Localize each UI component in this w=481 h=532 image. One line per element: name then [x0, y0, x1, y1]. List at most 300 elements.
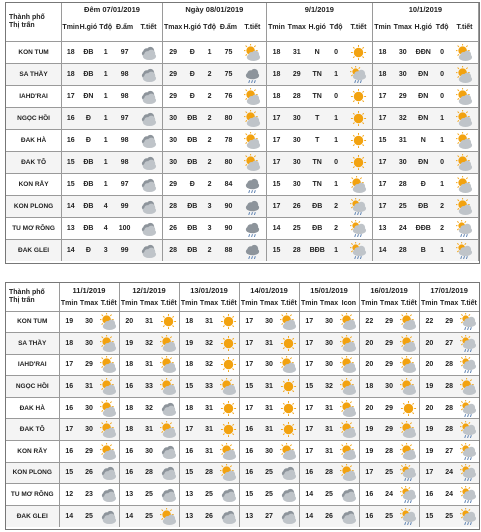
value-cell: 1: [433, 239, 451, 261]
table-row: [6, 41, 479, 63]
location-name: NGỌC HỒI: [6, 376, 59, 398]
value-cell: ĐB: [307, 217, 327, 239]
value-cell: 16: [62, 129, 80, 151]
tmin-cell: 15: [239, 376, 259, 398]
tmax-cell: 25: [139, 505, 159, 527]
value-cell: ĐB: [183, 107, 201, 129]
sun-icon: [219, 333, 239, 355]
cloudy-icon: [135, 85, 162, 107]
column-header: H.gió: [413, 15, 433, 41]
value-cell: 84: [218, 173, 239, 195]
tmax-cell: 32: [199, 354, 219, 376]
value-cell: 80: [218, 107, 239, 129]
value-cell: T: [307, 129, 327, 151]
column-header: Tmax: [439, 297, 459, 311]
value-cell: 31: [286, 41, 307, 63]
tmin-cell: 17: [299, 333, 319, 355]
sun-cloud-icon: [99, 311, 119, 333]
value-cell: 30: [392, 41, 413, 63]
tmin-cell: 16: [59, 397, 79, 419]
value-cell: 2: [433, 217, 451, 239]
tmin-cell: 19: [59, 311, 79, 333]
tmin-cell: 16: [59, 441, 79, 463]
sun-icon: [345, 85, 372, 107]
tmin-cell: 20: [419, 354, 439, 376]
value-cell: 15: [372, 129, 392, 151]
value-cell: 30: [162, 107, 183, 129]
cloudy-icon: [135, 107, 162, 129]
value-cell: 28: [392, 173, 413, 195]
value-cell: 1: [97, 129, 114, 151]
rain-cloud-icon: [459, 505, 479, 527]
rain-cloud-icon: [399, 505, 419, 527]
tmin-cell: 17: [239, 354, 259, 376]
tmax-cell: 31: [259, 376, 279, 398]
tmax-cell: 28: [439, 397, 459, 419]
location-name: TU MƠ RÔNG: [6, 217, 62, 239]
tmax-cell: 24: [439, 462, 459, 484]
sun-cloud-icon: [99, 397, 119, 419]
table-row: [6, 333, 479, 355]
sun-icon: [219, 311, 239, 333]
table-row: [6, 63, 479, 85]
value-cell: 25: [286, 217, 307, 239]
value-cell: T: [307, 107, 327, 129]
tmax-cell: 31: [139, 311, 159, 333]
tmax-cell: 30: [259, 311, 279, 333]
cloudy-icon: [339, 484, 359, 506]
table-row: [6, 107, 479, 129]
column-header: Tmin: [239, 297, 259, 311]
value-cell: 15: [62, 173, 80, 195]
value-cell: 17: [372, 151, 392, 173]
value-cell: 1: [327, 129, 345, 151]
column-header: Tđộ: [97, 15, 114, 41]
sun-icon: [345, 107, 372, 129]
sun-cloud-icon: [279, 311, 299, 333]
rain-cloud-icon: [345, 217, 372, 239]
tmin-cell: 20: [359, 397, 379, 419]
value-cell: 14: [372, 239, 392, 261]
tmin-cell: 20: [419, 333, 439, 355]
value-cell: 99: [114, 239, 135, 261]
tmin-cell: 16: [299, 462, 319, 484]
rain-icon: [239, 239, 266, 261]
sun-cloud-icon: [399, 376, 419, 398]
tmin-cell: 16: [239, 419, 259, 441]
column-header: Tmin: [266, 15, 286, 41]
forecast-table-bottom: [5, 282, 480, 530]
cloudy-icon: [279, 484, 299, 506]
tmin-cell: 16: [419, 484, 439, 506]
value-cell: 76: [218, 85, 239, 107]
rain-icon: [239, 217, 266, 239]
tmax-cell: 30: [79, 397, 99, 419]
table-row: [6, 217, 479, 239]
tmin-cell: 14: [299, 505, 319, 527]
sun-cloud-icon: [99, 376, 119, 398]
value-cell: 2: [201, 173, 218, 195]
table-row: [6, 173, 479, 195]
tmin-cell: 18: [119, 354, 139, 376]
value-cell: BĐB: [307, 239, 327, 261]
tmax-cell: 28: [379, 441, 399, 463]
rain-icon: [239, 63, 266, 85]
value-cell: 0: [433, 85, 451, 107]
sun-cloud-icon: [99, 354, 119, 376]
tmin-cell: 14: [299, 484, 319, 506]
table-row: [6, 354, 479, 376]
value-cell: 88: [218, 239, 239, 261]
table-row: [6, 239, 479, 261]
location-name: KON RẪY: [6, 441, 59, 463]
tmax-cell: 31: [79, 376, 99, 398]
tmin-cell: 22: [419, 311, 439, 333]
tmax-cell: 29: [379, 397, 399, 419]
date-header: 12/1/2019: [119, 283, 179, 297]
value-cell: 2: [201, 107, 218, 129]
tmax-cell: 31: [199, 397, 219, 419]
sun-icon: [345, 151, 372, 173]
tmax-cell: 27: [259, 505, 279, 527]
value-cell: TN: [307, 85, 327, 107]
value-cell: Đ: [79, 129, 97, 151]
sun-icon: [219, 397, 239, 419]
cloudy-icon: [135, 41, 162, 63]
value-cell: 18: [266, 41, 286, 63]
tmax-cell: 32: [319, 376, 339, 398]
location-name: SA THẦY: [6, 333, 59, 355]
cloudy-icon: [135, 63, 162, 85]
value-cell: 0: [433, 151, 451, 173]
column-header: T.tiết: [219, 297, 239, 311]
value-cell: 24: [392, 217, 413, 239]
rain-cloud-icon: [459, 354, 479, 376]
sun-icon: [279, 376, 299, 398]
value-cell: 28: [162, 239, 183, 261]
tmin-cell: 16: [239, 462, 259, 484]
tmax-cell: 31: [319, 397, 339, 419]
tmin-cell: 16: [119, 376, 139, 398]
column-header: Tmin: [299, 297, 319, 311]
table-row: [6, 419, 479, 441]
tmin-cell: 16: [359, 505, 379, 527]
value-cell: ĐN: [413, 107, 433, 129]
value-cell: 1: [97, 107, 114, 129]
sun-cloud-icon: [239, 85, 266, 107]
value-cell: 4: [97, 195, 114, 217]
value-cell: ĐB: [79, 41, 97, 63]
sun-icon: [159, 311, 179, 333]
tmin-cell: 19: [419, 376, 439, 398]
value-cell: ĐB: [183, 217, 201, 239]
value-cell: 17: [372, 173, 392, 195]
table-row: [6, 151, 479, 173]
tmin-cell: 16: [59, 376, 79, 398]
cloudy-icon: [279, 462, 299, 484]
sun-icon: [219, 354, 239, 376]
tmax-cell: 32: [139, 333, 159, 355]
cloudy-icon: [135, 217, 162, 239]
tmax-cell: 31: [199, 311, 219, 333]
table-row: [6, 195, 479, 217]
value-cell: 14: [266, 217, 286, 239]
value-cell: 17: [372, 195, 392, 217]
tmin-cell: 17: [299, 397, 319, 419]
sun-cloud-icon: [399, 441, 419, 463]
tmin-cell: 16: [359, 484, 379, 506]
tmin-cell: 13: [179, 484, 199, 506]
value-cell: 17: [372, 107, 392, 129]
value-cell: 18: [266, 85, 286, 107]
value-cell: 78: [218, 129, 239, 151]
tmax-cell: 32: [199, 333, 219, 355]
column-header: Tđộ: [433, 15, 451, 41]
tmax-cell: 27: [439, 333, 459, 355]
tmax-cell: 33: [139, 376, 159, 398]
tmax-cell: 25: [199, 484, 219, 506]
value-cell: 15: [266, 239, 286, 261]
sun-cloud-icon: [99, 441, 119, 463]
tmin-cell: 20: [119, 311, 139, 333]
tmax-cell: 29: [79, 354, 99, 376]
tmax-cell: 30: [139, 441, 159, 463]
value-cell: 4: [97, 217, 114, 239]
value-cell: 29: [162, 41, 183, 63]
table-row: [6, 85, 479, 107]
value-cell: 28: [286, 239, 307, 261]
value-cell: Đ: [413, 173, 433, 195]
value-cell: 25: [392, 195, 413, 217]
value-cell: ĐB: [183, 239, 201, 261]
value-cell: 0: [433, 63, 451, 85]
value-cell: 29: [392, 85, 413, 107]
tmin-cell: 18: [179, 397, 199, 419]
tmin-cell: 16: [179, 441, 199, 463]
column-header: T.tiết: [99, 297, 119, 311]
tmin-cell: 18: [359, 376, 379, 398]
sun-cloud-icon: [159, 333, 179, 355]
value-cell: 31: [392, 129, 413, 151]
rain-cloud-icon: [459, 441, 479, 463]
sun-cloud-icon: [219, 462, 239, 484]
cloudy-icon: [135, 195, 162, 217]
location-name: KON PLONG: [6, 462, 59, 484]
value-cell: 1: [97, 151, 114, 173]
sun-cloud-icon: [451, 151, 478, 173]
tmin-cell: 14: [119, 505, 139, 527]
value-cell: 18: [62, 63, 80, 85]
rain-icon: [239, 173, 266, 195]
value-cell: 1: [97, 173, 114, 195]
value-cell: 98: [114, 85, 135, 107]
tmin-cell: 20: [359, 333, 379, 355]
value-cell: 17: [62, 85, 80, 107]
table-row: [6, 129, 479, 151]
sun-cloud-icon: [399, 354, 419, 376]
location-name: ĐAK HÀ: [6, 397, 59, 419]
tmin-cell: 17: [239, 397, 259, 419]
date-header: 11/1/2019: [59, 283, 119, 297]
value-cell: 26: [162, 217, 183, 239]
value-cell: ĐN: [413, 63, 433, 85]
cloudy-icon: [135, 151, 162, 173]
value-cell: 3: [201, 195, 218, 217]
tmax-cell: 31: [139, 419, 159, 441]
tmin-cell: 16: [239, 441, 259, 463]
tmax-cell: 30: [79, 333, 99, 355]
value-cell: 90: [218, 217, 239, 239]
sun-cloud-icon: [459, 376, 479, 398]
value-cell: 29: [162, 63, 183, 85]
column-header: Tmax: [286, 15, 307, 41]
tmax-cell: 30: [79, 311, 99, 333]
top-forecast-grid: [6, 3, 479, 261]
sun-cloud-icon: [99, 333, 119, 355]
tmin-cell: 18: [59, 333, 79, 355]
tmax-cell: 31: [259, 333, 279, 355]
sun-cloud-icon: [451, 63, 478, 85]
period-header: Ngày 08/01/2019: [162, 3, 266, 15]
table-row: [6, 484, 479, 506]
sun-icon: [399, 397, 419, 419]
date-header: 15/01/2019: [299, 283, 359, 297]
location-name: KON TUM: [6, 41, 62, 63]
value-cell: 2: [433, 195, 451, 217]
tmin-cell: 13: [119, 484, 139, 506]
tmax-cell: 28: [199, 462, 219, 484]
tmax-cell: 29: [379, 333, 399, 355]
value-cell: 3: [201, 217, 218, 239]
tmax-cell: 27: [439, 441, 459, 463]
sun-cloud-icon: [239, 151, 266, 173]
value-cell: 28: [392, 239, 413, 261]
value-cell: 30: [286, 173, 307, 195]
location-name: ĐAK GLEI: [6, 505, 59, 527]
period-header: 9/1/2019: [266, 3, 372, 15]
value-cell: 15: [62, 151, 80, 173]
value-cell: 30: [392, 151, 413, 173]
value-cell: 30: [162, 151, 183, 173]
column-header: H.gió: [307, 15, 327, 41]
column-header: Tmin: [62, 15, 80, 41]
value-cell: ĐB: [183, 195, 201, 217]
tmax-cell: 28: [439, 376, 459, 398]
tmin-cell: 17: [59, 354, 79, 376]
tmax-cell: 31: [319, 419, 339, 441]
value-cell: ĐĐN: [413, 41, 433, 63]
value-cell: 17: [266, 195, 286, 217]
value-cell: 99: [114, 195, 135, 217]
value-cell: 17: [266, 129, 286, 151]
value-cell: Đ: [183, 85, 201, 107]
tmax-cell: 32: [139, 397, 159, 419]
column-header: T.tiết: [345, 15, 372, 41]
sun-cloud-icon: [339, 333, 359, 355]
rain-cloud-icon: [451, 217, 478, 239]
tmin-cell: 13: [179, 505, 199, 527]
cloudy-icon: [99, 505, 119, 527]
value-cell: ĐB: [183, 151, 201, 173]
rain-cloud-icon: [459, 333, 479, 355]
tmin-cell: 14: [59, 505, 79, 527]
tmin-cell: 18: [179, 311, 199, 333]
rain-cloud-icon: [345, 63, 372, 85]
value-cell: 2: [201, 129, 218, 151]
value-cell: 13: [62, 217, 80, 239]
sun-icon: [279, 419, 299, 441]
cloudy-icon: [135, 173, 162, 195]
tmax-cell: 23: [79, 484, 99, 506]
column-header: Tmin: [59, 297, 79, 311]
period-header: 10/1/2019: [372, 3, 478, 15]
tmax-cell: 26: [199, 505, 219, 527]
location-name: ĐAK TÔ: [6, 419, 59, 441]
cloudy-icon: [159, 441, 179, 463]
rain-cloud-icon: [451, 239, 478, 261]
sun-cloud-icon: [451, 173, 478, 195]
rain-cloud-icon: [459, 484, 479, 506]
column-header: T.tiết: [279, 297, 299, 311]
sun-cloud-icon: [159, 505, 179, 527]
value-cell: 98: [114, 151, 135, 173]
location-name: ĐAK GLEI: [6, 239, 62, 261]
location-name: SA THẦY: [6, 63, 62, 85]
header-location: Thành phố Thị trấn: [6, 283, 59, 311]
value-cell: 16: [62, 107, 80, 129]
column-header: Tđộ: [327, 15, 345, 41]
rain-cloud-icon: [399, 462, 419, 484]
value-cell: 26: [286, 195, 307, 217]
value-cell: 17: [266, 151, 286, 173]
table-row: [6, 397, 479, 419]
period-header: Đêm 07/01/2019: [62, 3, 163, 15]
date-header: 14/01/2019: [239, 283, 299, 297]
sun-cloud-icon: [339, 376, 359, 398]
column-header: Đ.ẩm: [114, 15, 135, 41]
value-cell: ĐN: [79, 85, 97, 107]
header-location: Thành phố Thị trấn: [6, 3, 62, 41]
sun-cloud-icon: [339, 354, 359, 376]
value-cell: ĐB: [79, 217, 97, 239]
value-cell: Đ: [183, 173, 201, 195]
column-header: Tmin: [119, 297, 139, 311]
sun-cloud-icon: [399, 419, 419, 441]
tmin-cell: 17: [299, 354, 319, 376]
column-header: Đ.ẩm: [218, 15, 239, 41]
value-cell: TN: [307, 173, 327, 195]
tmin-cell: 19: [359, 441, 379, 463]
value-cell: 30: [162, 129, 183, 151]
tmax-cell: 30: [259, 354, 279, 376]
tmax-cell: 25: [319, 484, 339, 506]
value-cell: 90: [218, 195, 239, 217]
value-cell: 30: [286, 129, 307, 151]
column-header: Icon: [339, 297, 359, 311]
value-cell: ĐB: [307, 195, 327, 217]
value-cell: 80: [218, 151, 239, 173]
value-cell: 1: [97, 41, 114, 63]
tmax-cell: 28: [139, 462, 159, 484]
tmax-cell: 29: [379, 311, 399, 333]
value-cell: 2: [327, 195, 345, 217]
sun-cloud-icon: [159, 354, 179, 376]
value-cell: 1: [201, 41, 218, 63]
bottom-forecast-grid: [6, 283, 480, 527]
value-cell: 29: [162, 85, 183, 107]
value-cell: Đ: [79, 107, 97, 129]
tmax-cell: 25: [259, 484, 279, 506]
